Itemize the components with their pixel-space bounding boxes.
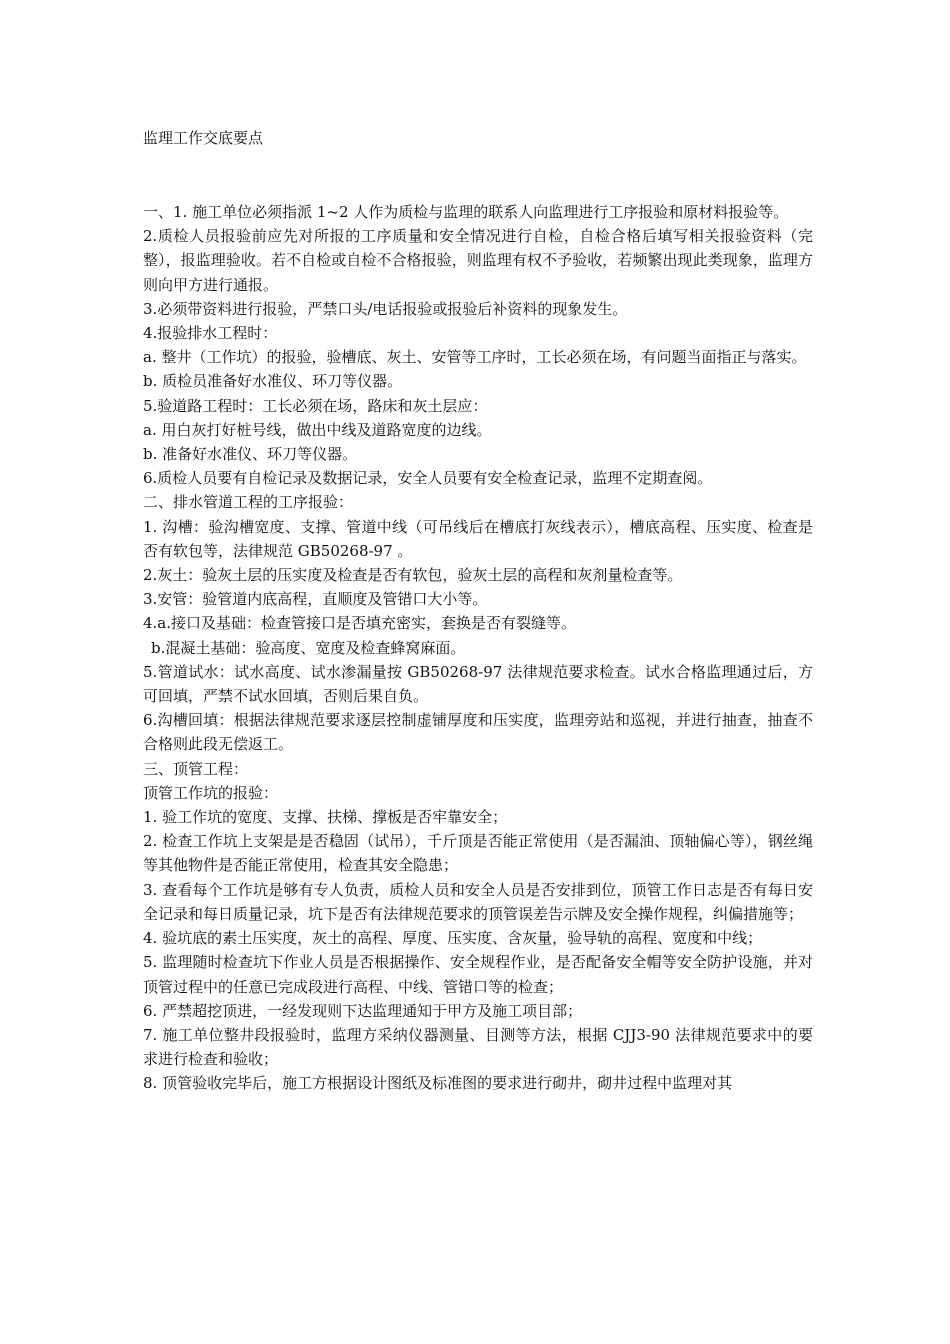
paragraph: 5. 监理随时检查坑下作业人员是否根据操作、安全规程作业，是否配备安全帽等安全防护设施，并对顶管过程中的任意已完成段进行高程、中线、管错口等的检查； [143, 953, 813, 996]
paragraph: b. 质检员准备好水准仪、环刀等仪器。 [143, 372, 403, 391]
paragraph: 7. 施工单位整井段报验时，监理方采纳仪器测量、目测等方法，根据 CJJ3-90 法律规范要求中的要求进行检查和验收； [143, 1025, 813, 1069]
paragraph: b.混凝土基础：验高度、宽度及检查蜂窝麻面。 [151, 638, 466, 657]
paragraph: 4.a.接口及基础：检查管接口是否填充密实，套换是否有裂缝等。 [143, 614, 577, 633]
paragraph: 4.报验排水工程时： [143, 324, 278, 343]
paragraph: 3.必须带资料进行报验，严禁口头/电话报验或报验后补资料的现象发生。 [143, 299, 628, 318]
paragraph: 5.管道试水：试水高度、试水渗漏量按 GB50268-97 法律规范要求检查。试水合格监理通过后，方可回填，严禁不试水回填，否则后果自负。 [143, 662, 813, 706]
paragraph: 8. 顶管验收完毕后，施工方根据设计图纸及标准图的要求进行砌井，砌井过程中监理对其 [143, 1074, 733, 1093]
section-heading: 二、排水管道工程的工序报验： [143, 493, 354, 512]
paragraph: a. 整井（工作坑）的报验，验槽底、灰土、安管等工序时，工长必须在场，有问题当面指正与落实。 [143, 348, 807, 367]
paragraph: 2.灰土：验灰土层的压实度及检查是否有软包，验灰土层的高程和灰剂量检查等。 [143, 566, 683, 585]
paragraph: 4. 验坑底的素土压实度，灰土的高程、厚度、压实度、含灰量，验导轨的高程、宽度和中线； [143, 929, 763, 948]
paragraph: b. 准备好水准仪、环刀等仪器。 [143, 445, 358, 464]
section-heading: 三、顶管工程： [143, 759, 249, 778]
paragraph: 6.沟槽回填：根据法律规范要求逐层控制虚铺厚度和压实度，监理旁站和巡视，并进行抽查，抽查不合格则此段无偿返工。 [143, 711, 813, 754]
paragraph: 1. 验工作坑的宽度、支撑、扶梯、撑板是否牢靠安全； [143, 808, 508, 827]
paragraph: a. 用白灰打好桩号线，做出中线及道路宽度的边线。 [143, 420, 492, 439]
paragraph: 顶管工作坑的报验： [143, 783, 279, 802]
document-title: 监理工作交底要点 [143, 129, 264, 147]
paragraph: 2.质检人员报验前应先对所报的工序质量和安全情况进行自检，自检合格后填写相关报验资料（完整），报监理验收。若不自检或自检不合格报验，则监理有权不予验收，若频繁出现此类现象，监理方则向甲方进行通报。 [143, 227, 813, 294]
paragraph: 一、1. 施工单位必须指派 1~2 人作为质检与监理的联系人向监理进行工序报验和原材料报验等。 [143, 203, 789, 221]
paragraph: 1. 沟槽：验沟槽宽度、支撑、管道中线（可吊线后在槽底打灰线表示），槽底高程、压实度、检查是否有软包等，法律规范 GB50268-97 。 [143, 517, 813, 560]
paragraph: 6.质检人员要有自检记录及数据记录，安全人员要有安全检查记录，监理不定期查阅。 [143, 469, 713, 488]
paragraph: 3. 查看每个工作坑是够有专人负责，质检人员和安全人员是否安排到位，顶管工作日志是否有每日安全记录和每日质量记录，坑下是否有法律规范要求的顶管误差告示牌及安全操作规程，纠偏措施等； [143, 880, 813, 923]
paragraph: 5.验道路工程时：工长必须在场，路床和灰土层应： [143, 396, 488, 415]
document-body [143, 200, 813, 1096]
paragraph: 2. 检查工作坑上支架是是否稳固（试吊），千斤顶是否能正常使用（是否漏油、顶轴偏心等），钢丝绳等其他物件是否能正常使用，检查其安全隐患； [143, 832, 813, 875]
paragraph: 6. 严禁超挖顶进，一经发现则下达监理通知于甲方及施工项目部； [143, 1001, 583, 1020]
paragraph: 3.安管：验管道内底高程，直顺度及管错口大小等。 [143, 590, 488, 609]
